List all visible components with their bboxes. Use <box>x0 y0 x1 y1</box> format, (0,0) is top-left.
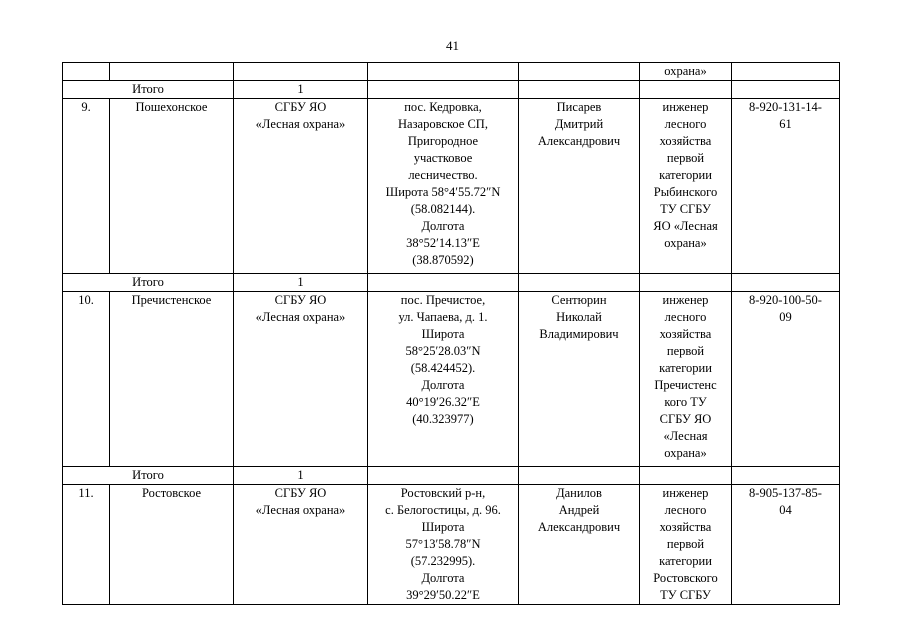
organization-cell: СГБУ ЯО «Лесная охрана» <box>234 292 368 467</box>
empty-cell <box>640 81 732 99</box>
phone-cell: 8-920-100-50- 09 <box>732 292 840 467</box>
location-cell <box>368 63 519 81</box>
location-cell: пос. Пречистое, ул. Чапаева, д. 1. Широта 58°25′28.03″N (58.424452). Долгота 40°19′26.32″E (40.323977) <box>368 292 519 467</box>
table-row-continuation <box>63 63 840 81</box>
empty-cell <box>368 274 519 292</box>
table-row-total <box>63 274 840 292</box>
num-cell <box>63 63 110 81</box>
district-cell: Ростовское <box>110 485 234 605</box>
position-cell: инженер лесного хозяйства первой категории Пречистенс кого ТУ СГБУ ЯО «Лесная охрана» <box>640 292 732 467</box>
person-cell: Данилов Андрей Александрович <box>519 485 640 605</box>
location-cell: Ростовский р-н, с. Белогостицы, д. 96. Широта 57°13′58.78″N (57.232995). Долгота 39°29′50.22″E <box>368 485 519 605</box>
total-label: Итого <box>63 81 234 99</box>
organization-cell <box>234 63 368 81</box>
total-count: 1 <box>234 467 368 485</box>
organization-cell: СГБУ ЯО «Лесная охрана» <box>234 99 368 274</box>
location-cell: пос. Кедровка, Назаровское СП, Пригородное участковое лесничество. Широта 58°4′55.72″N (58.082144). Долгота 38°52′14.13″E (38.870592) <box>368 99 519 274</box>
page-number: 41 <box>446 38 459 53</box>
num-cell: 10. <box>63 292 110 467</box>
table-row-total <box>63 81 840 99</box>
total-label: Итого <box>63 467 234 485</box>
total-count: 1 <box>234 274 368 292</box>
district-cell: Пречистенское <box>110 292 234 467</box>
phone-cell <box>732 63 840 81</box>
num-cell: 9. <box>63 99 110 274</box>
position-cell: инженер лесного хозяйства первой категории Рыбинского ТУ СГБУ ЯО «Лесная охрана» <box>640 99 732 274</box>
district-cell: Пошехонское <box>110 99 234 274</box>
position-cell: охрана» <box>640 63 732 81</box>
person-cell <box>519 63 640 81</box>
total-label: Итого <box>63 274 234 292</box>
person-cell: Писарев Дмитрий Александрович <box>519 99 640 274</box>
empty-cell <box>519 274 640 292</box>
num-cell: 11. <box>63 485 110 605</box>
position-cell: инженер лесного хозяйства первой категории Ростовского ТУ СГБУ <box>640 485 732 605</box>
organization-cell: СГБУ ЯО «Лесная охрана» <box>234 485 368 605</box>
empty-cell <box>640 467 732 485</box>
total-count: 1 <box>234 81 368 99</box>
empty-cell <box>368 467 519 485</box>
person-cell: Сентюрин Николай Владимирович <box>519 292 640 467</box>
empty-cell <box>519 81 640 99</box>
forest-guard-table <box>62 62 840 605</box>
empty-cell <box>732 467 840 485</box>
empty-cell <box>640 274 732 292</box>
table-row <box>63 485 840 605</box>
table-row-total <box>63 467 840 485</box>
table-row <box>63 99 840 274</box>
empty-cell <box>732 81 840 99</box>
phone-cell: 8-920-131-14- 61 <box>732 99 840 274</box>
district-cell <box>110 63 234 81</box>
empty-cell <box>732 274 840 292</box>
empty-cell <box>368 81 519 99</box>
empty-cell <box>519 467 640 485</box>
phone-cell: 8-905-137-85- 04 <box>732 485 840 605</box>
table-row <box>63 292 840 467</box>
